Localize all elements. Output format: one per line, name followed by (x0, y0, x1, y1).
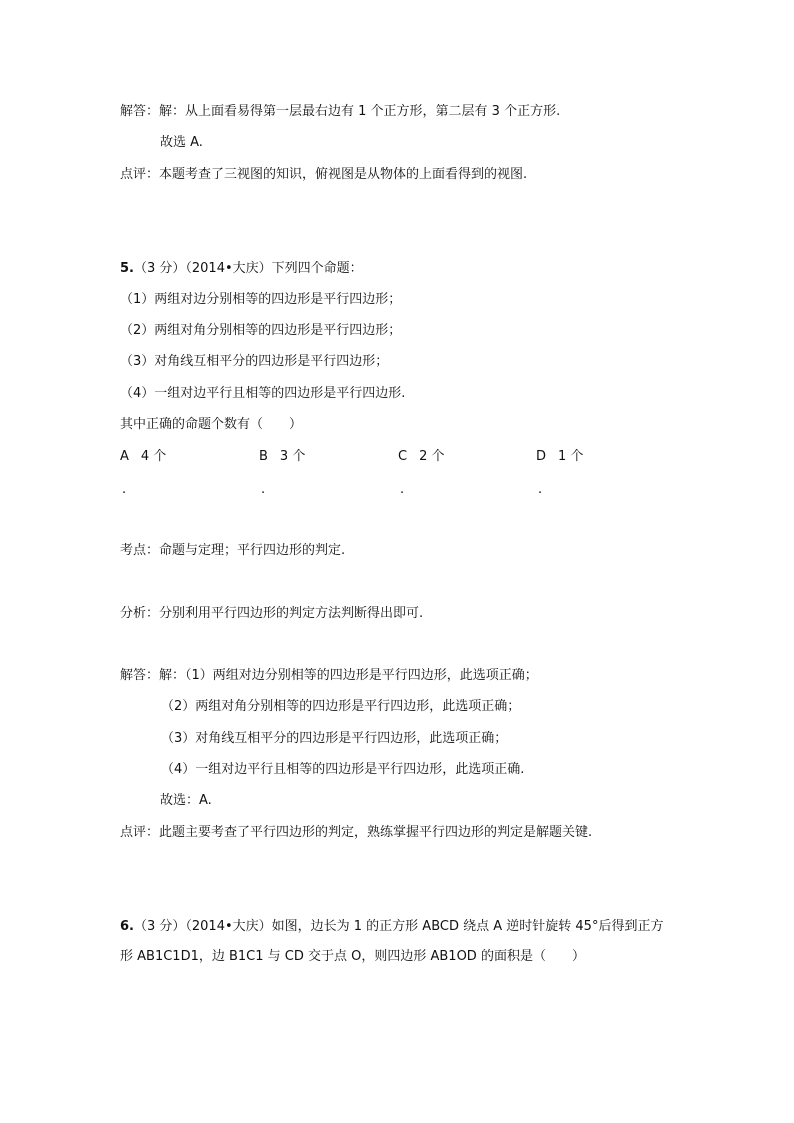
question-number: 5. (120, 261, 134, 276)
question-header-text: （3 分）（2014•大庆）下列四个命题： (133, 261, 363, 276)
option-letter: B (259, 449, 268, 464)
choice-line: 故选：A. (160, 793, 212, 808)
statement-1: （1）两组对边分别相等的四边形是平行四边形； (120, 292, 402, 307)
question-line-1 (120, 918, 663, 936)
question-prompt: 其中正确的命题个数有（ ） (120, 417, 303, 432)
kaodian-line: 考点：命题与定理；平行四边形的判定. (120, 543, 346, 558)
question-text-1: （3 分）（2014•大庆）如图，边长为 1 的正方形 ABCD 绕点 A 逆时针旋转 45°后得到正方 (133, 919, 664, 934)
answer-label: 解答： (120, 104, 160, 119)
question-header (120, 260, 363, 278)
option-c-dot: . (400, 482, 405, 497)
comment-line: 点评：此题主要考查了平行四边形的判定，熟练掌握平行四边形的判定是解题关键. (120, 825, 593, 840)
option-letter: C (398, 449, 408, 464)
option-a-dot: . (122, 482, 127, 497)
option-text: 2 个 (419, 449, 445, 464)
option-letter: D (536, 449, 547, 464)
option-letter: A (120, 449, 129, 464)
option-text: 4 个 (140, 449, 167, 464)
option-c (398, 448, 444, 466)
choice-line: 故选 A. (160, 135, 203, 150)
option-b (259, 448, 305, 466)
option-d-dot: . (538, 482, 543, 497)
question-number: 6. (120, 919, 134, 934)
statement-4: （4）一组对边平行且相等的四边形是平行四边形. (120, 386, 406, 401)
statement-2: （2）两组对角分别相等的四边形是平行四边形； (120, 323, 402, 338)
comment-text: 本题考查了三视图的知识，俯视图是从物体的上面看得到的视图. (159, 167, 528, 182)
statement-3: （3）对角线互相平分的四边形是平行四边形； (120, 354, 389, 369)
answer-line-3: （3）对角线互相平分的四边形是平行四边形，此选项正确； (161, 731, 508, 746)
question-line-2: 形 AB1C1D1，边 B1C1 与 CD 交于点 O，则四边形 AB1OD 的面积是（ ） (120, 949, 585, 964)
answer-text: 解：从上面看易得第一层最右边有 1 个正方形，第二层有 3 个正方形. (159, 104, 561, 119)
option-d (536, 448, 583, 466)
option-b-dot: . (261, 482, 266, 497)
answer-line (120, 103, 560, 121)
answer-line-4: （4）一组对边平行且相等的四边形是平行四边形，此选项正确. (161, 762, 525, 777)
fenxi-line: 分析：分别利用平行四边形的判定方法判断得出即可. (120, 606, 424, 621)
comment-label: 点评： (120, 167, 160, 182)
comment-line (120, 166, 527, 184)
option-text: 3 个 (279, 449, 306, 464)
option-a (120, 448, 166, 466)
answer-line-1: 解答：解：（1）两组对边分别相等的四边形是平行四边形，此选项正确； (120, 668, 538, 683)
answer-line-2: （2）两组对角分别相等的四边形是平行四边形，此选项正确； (161, 699, 521, 714)
option-text: 1 个 (558, 449, 584, 464)
